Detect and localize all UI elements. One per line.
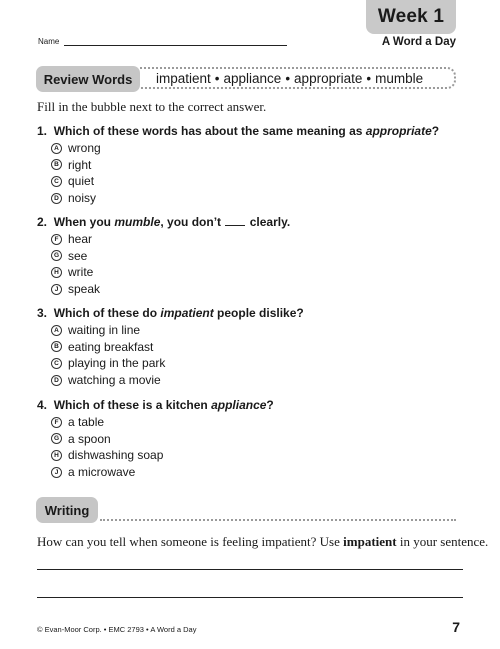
answer-option[interactable]: D noisy <box>37 190 477 207</box>
question-text: 4. Which of these is a kitchen appliance? <box>37 398 274 412</box>
answer-bubble[interactable]: D <box>51 193 62 204</box>
bullet-separator: • <box>366 70 372 86</box>
answer-option[interactable]: D watching a movie <box>37 372 477 389</box>
fill-in-blank <box>225 214 245 226</box>
name-line[interactable] <box>64 45 287 46</box>
review-word: mumble <box>375 70 424 86</box>
bullet-separator: • <box>214 70 220 86</box>
answer-bubble[interactable]: J <box>51 284 62 295</box>
answer-option[interactable]: J speak <box>37 281 477 298</box>
review-words-box <box>140 67 456 89</box>
review-words-label: Review Words <box>36 66 140 92</box>
answer-option[interactable]: A waiting in line <box>37 322 477 339</box>
answer-line[interactable] <box>37 569 463 570</box>
answer-option[interactable]: F hear <box>37 231 477 248</box>
review-word: appliance <box>223 70 282 86</box>
answer-bubble[interactable]: G <box>51 433 62 444</box>
answer-option[interactable]: C playing in the park <box>37 355 477 372</box>
answer-bubble[interactable]: B <box>51 159 62 170</box>
week-tab: Week 1 <box>366 0 456 34</box>
answer-bubble[interactable]: C <box>51 176 62 187</box>
answer-bubble[interactable]: F <box>51 417 62 428</box>
answer-option[interactable]: H write <box>37 264 477 281</box>
question-2 <box>37 214 477 297</box>
question-text: 3. Which of these do impatient people dislike? <box>37 306 304 320</box>
question-text: 1. Which of these words has about the same meaning as appropriate? <box>37 124 440 138</box>
name-label: Name <box>38 37 60 46</box>
answer-bubble[interactable]: C <box>51 358 62 369</box>
answer-bubble[interactable]: H <box>51 267 62 278</box>
question-3 <box>37 305 477 388</box>
answer-bubble[interactable]: G <box>51 250 62 261</box>
answer-bubble[interactable]: A <box>51 143 62 154</box>
footer-credit: © Evan-Moor Corp. • EMC 2793 • A Word a Day <box>37 625 197 634</box>
answer-option[interactable]: B right <box>37 157 477 174</box>
answer-bubble[interactable]: B <box>51 341 62 352</box>
answer-option[interactable]: G a spoon <box>37 431 477 448</box>
answer-option[interactable]: F a table <box>37 414 477 431</box>
dotted-divider <box>100 519 456 521</box>
answer-option[interactable]: H dishwashing soap <box>37 447 477 464</box>
review-word: impatient <box>156 70 211 86</box>
answer-bubble[interactable]: A <box>51 325 62 336</box>
instruction-text: Fill in the bubble next to the correct answer. <box>37 99 267 114</box>
question-4 <box>37 397 477 480</box>
answer-bubble[interactable]: H <box>51 450 62 461</box>
question-text: 2. When you mumble, you don’t clearly. <box>37 215 291 229</box>
answer-option[interactable]: A wrong <box>37 140 477 157</box>
writing-label: Writing <box>36 497 98 523</box>
answer-option[interactable]: G see <box>37 248 477 265</box>
answer-option[interactable]: B eating breakfast <box>37 339 477 356</box>
answer-bubble[interactable]: F <box>51 234 62 245</box>
writing-prompt: How can you tell when someone is feeling impatient? Use impatient in your sentence. <box>37 534 489 549</box>
answer-option[interactable]: J a microwave <box>37 464 477 481</box>
review-word: appropriate <box>294 70 363 86</box>
answer-bubble[interactable]: J <box>51 467 62 478</box>
page-number: 7 <box>452 619 460 635</box>
answer-bubble[interactable]: D <box>51 375 62 386</box>
book-subtitle: A Word a Day <box>381 36 456 48</box>
bullet-separator: • <box>285 70 291 86</box>
question-1 <box>37 123 477 206</box>
answer-option[interactable]: C quiet <box>37 173 477 190</box>
answer-line[interactable] <box>37 597 463 598</box>
